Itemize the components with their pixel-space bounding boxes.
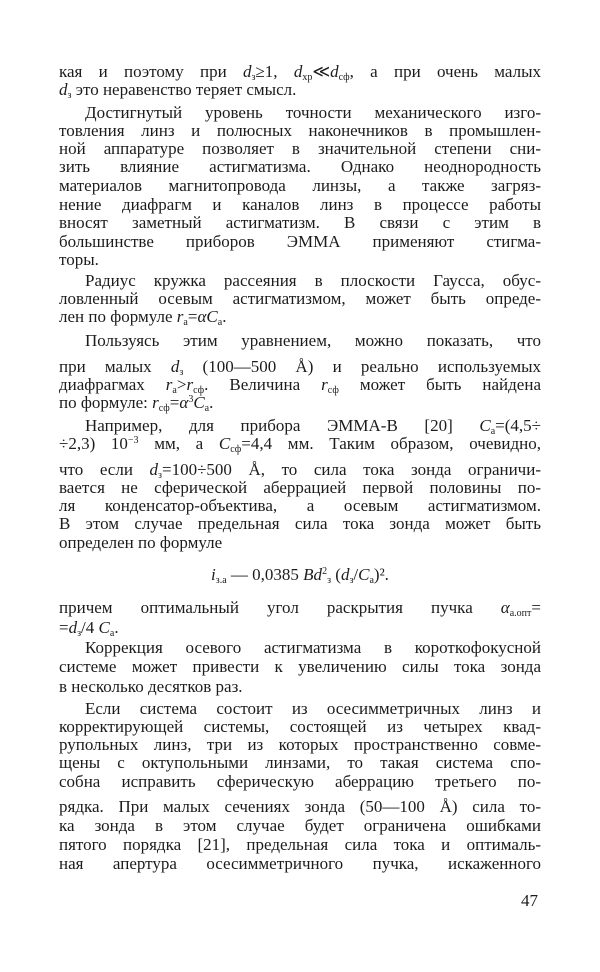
subscript: з — [349, 575, 354, 586]
text-run: Коррекция осевого астигматизма в короткофокусной — [85, 638, 541, 657]
text-run: причем оптимальный угол раскрытия пучка — [59, 598, 501, 617]
math-variable: r — [186, 375, 194, 394]
text-run: что если — [59, 460, 150, 479]
math-symbol — [341, 565, 353, 584]
text-run: пятого порядка [21], предельная сила тока и оптималь- — [59, 835, 541, 854]
subscript: а — [172, 385, 177, 396]
subscript: з — [77, 628, 82, 639]
text-run: системе может привести к увеличению силы тока зонда — [59, 657, 541, 676]
text-run: , а при очень малых — [349, 62, 541, 81]
math-symbol — [99, 618, 115, 637]
math-symbol — [166, 375, 177, 394]
text-run: ≥1, — [255, 62, 294, 81]
text-line — [59, 393, 541, 414]
math-symbol — [501, 598, 532, 617]
text-run: рупольных линз, три из которых пространственно совме- — [59, 735, 541, 754]
text-run: вносят заметный астигматизм. В связи с этим в — [59, 213, 541, 232]
text-run: нение диафрагм и каналов линз в процессе работы — [59, 195, 541, 214]
text-run: ная апертура осесимметричного пучка, искаженного — [59, 854, 541, 873]
text-line — [59, 291, 541, 307]
subscript: з — [67, 90, 72, 101]
text-line — [59, 460, 541, 481]
text-run: рядка. При малых сечениях зонда (50—100 Å) сила то- — [59, 797, 541, 816]
math-symbol — [206, 307, 222, 326]
text-line — [85, 640, 541, 656]
subscript: з — [251, 72, 256, 83]
text-line — [59, 856, 541, 872]
math-variable: C — [218, 434, 231, 453]
text-run: /4 — [81, 618, 99, 637]
subscript: а — [109, 628, 115, 639]
text-line — [59, 659, 541, 675]
subscript: з.а — [215, 575, 227, 586]
text-run: ≪ — [312, 62, 331, 81]
text-line — [59, 535, 541, 551]
text-line — [59, 598, 541, 619]
math-variable: d — [330, 62, 339, 81]
text-line — [85, 105, 541, 121]
math-variable: d — [340, 565, 350, 584]
math-variable: C — [193, 393, 205, 412]
subscript: з — [179, 367, 184, 378]
math-variable: C — [206, 307, 218, 326]
text-run: зить влияние астигматизма. Однако неоднородность — [59, 157, 541, 176]
text-run: =100÷500 Å, то сила тока зонда ограничи- — [161, 460, 541, 479]
math-symbol — [294, 62, 313, 81]
text-line — [59, 434, 541, 455]
text-line — [59, 80, 541, 101]
subscript: а — [369, 575, 374, 586]
math-variable: d — [243, 62, 252, 81]
math-symbol — [59, 80, 71, 99]
subscript: хр — [302, 72, 313, 83]
text-run: это неравенство теряет смысл. — [71, 80, 297, 99]
math-variable: d — [293, 62, 303, 81]
text-run: щены с октупольными линзами, то такая система спо- — [59, 753, 541, 772]
text-line — [59, 375, 541, 396]
math-variable: r — [176, 307, 184, 326]
text-run: . — [114, 618, 119, 637]
text-run: при малых — [59, 357, 171, 376]
text-line — [59, 774, 541, 790]
text-run: ля конденсатор-объектива, а осевым астигматизмом. — [59, 496, 541, 515]
math-symbol — [179, 393, 193, 412]
text-run: может быть найдена — [338, 375, 541, 394]
text-run: = — [187, 307, 198, 326]
text-run: Например, для прибора ЭММА-В [20] — [85, 416, 480, 435]
text-run: материалов магнитопровода линзы, а также загряз- — [59, 176, 541, 195]
text-run: = — [531, 598, 541, 617]
subscript: а.опт — [509, 608, 532, 619]
text-run: лен по формуле — [59, 307, 177, 326]
text-line — [85, 333, 541, 349]
text-run: корректирующей системы, состоящей из четырех квад- — [59, 717, 541, 736]
text-run: = — [169, 393, 180, 412]
math-variable: i — [211, 565, 216, 584]
text-run: вается не сферической аберрацией первой половины по- — [59, 478, 541, 497]
subscript: з — [158, 470, 162, 481]
text-run: / — [353, 565, 359, 584]
math-symbol — [150, 460, 162, 479]
math-variable: α — [197, 307, 207, 326]
text-run: ка зонда в этом случае будет ограничена ошибками — [59, 816, 541, 835]
text-run: ( — [331, 565, 341, 584]
math-symbol — [186, 375, 204, 394]
text-run: =(4,5÷ — [495, 416, 541, 435]
text-line — [59, 755, 541, 771]
math-variable: r — [152, 393, 159, 412]
text-line — [59, 178, 541, 194]
superscript: 3 — [188, 394, 194, 405]
text-line — [59, 818, 541, 834]
page-number: 47 — [521, 891, 538, 910]
subscript: сф — [338, 72, 350, 83]
subscript: сф — [230, 444, 242, 455]
text-run: =4,4 мм. Таким образом, очевидно, — [241, 434, 541, 453]
text-line — [59, 215, 541, 231]
text-run: . Величина — [204, 375, 322, 394]
text-line — [59, 498, 541, 514]
text-line — [59, 141, 541, 157]
text-run: в несколько десятков раз. — [59, 677, 243, 696]
math-symbol — [152, 393, 170, 412]
math-symbol — [243, 62, 255, 81]
text-run: собна исправить сферическую аберрацию третьего по- — [59, 772, 541, 791]
text-line — [59, 737, 541, 753]
formula — [59, 565, 541, 586]
superscript: −3 — [127, 435, 139, 446]
text-run: — 0,0385 — [226, 565, 304, 584]
text-line — [59, 197, 541, 213]
math-symbol — [193, 393, 209, 412]
text-run: Если система состоит из осесимметричных линз и — [85, 699, 541, 718]
text-run: (100—500 Å) и реально используемых — [183, 357, 542, 376]
text-run: определен по формуле — [59, 533, 223, 552]
text-line — [59, 252, 541, 268]
text-line — [59, 234, 541, 250]
text-line — [59, 62, 541, 83]
subscript: сф — [193, 385, 205, 396]
subscript: а — [204, 403, 210, 414]
text-line — [85, 416, 541, 437]
math-variable: r — [321, 375, 328, 394]
text-run: )². — [373, 565, 389, 584]
subscript: а — [183, 317, 188, 328]
math-variable: C — [479, 416, 491, 435]
math-symbol — [479, 416, 495, 435]
math-symbol — [177, 307, 188, 326]
text-run: ловленный осевым астигматизмом, может быть опреде- — [59, 289, 541, 308]
text-run: . — [222, 307, 227, 326]
text-run: > — [176, 375, 187, 394]
math-variable: α — [500, 598, 510, 617]
math-variable: d — [68, 618, 78, 637]
math-variable: C — [98, 618, 110, 637]
math-variable: r — [165, 375, 173, 394]
math-variable: d — [59, 80, 68, 99]
math-symbol — [69, 618, 81, 637]
math-variable: Bd — [303, 565, 323, 584]
text-line — [59, 618, 541, 639]
text-line — [59, 799, 541, 815]
text-run: = — [59, 618, 69, 637]
text-run: ÷2,3) 10 — [59, 434, 128, 453]
text-run: Радиус кружка рассеяния в плоскости Гаусса, обус- — [85, 271, 541, 290]
math-symbol — [303, 565, 331, 584]
math-variable: C — [358, 565, 370, 584]
text-run: Достигнутый уровень точности механического изго- — [85, 103, 541, 122]
math-symbol — [219, 434, 241, 453]
math-variable: d — [170, 357, 180, 376]
text-line — [59, 159, 541, 175]
text-line — [85, 701, 541, 717]
math-symbol — [211, 565, 227, 584]
math-variable: α — [179, 393, 189, 412]
math-symbol — [330, 62, 350, 81]
text-run: большинстве приборов ЭММА применяют стигма- — [59, 232, 541, 251]
text-line — [59, 516, 541, 532]
text-line — [59, 679, 541, 695]
text-run: кая и поэтому при — [59, 62, 243, 81]
text-line — [59, 357, 542, 378]
superscript: 2 — [322, 566, 328, 577]
text-line — [59, 480, 541, 496]
math-symbol — [171, 357, 183, 376]
math-variable: d — [149, 460, 159, 479]
text-line — [59, 307, 541, 328]
text-run: . — [209, 393, 214, 412]
text-run: В этом случае предельная сила тока зонда может быть — [59, 514, 541, 533]
subscript: а — [490, 426, 496, 437]
text-line — [85, 273, 541, 289]
text-run: мм, а — [138, 434, 219, 453]
subscript: а — [217, 317, 223, 328]
text-run: диафрагмах — [59, 375, 166, 394]
text-line — [59, 719, 541, 735]
text-line — [59, 123, 541, 139]
text-run: ной аппаратуре позволяет в значительной степени сни- — [59, 139, 541, 158]
math-symbol — [128, 434, 139, 453]
subscript: з — [327, 575, 332, 586]
text-run: торы. — [59, 250, 99, 269]
math-symbol — [321, 375, 339, 394]
subscript: сф — [327, 385, 339, 396]
text-line — [59, 837, 541, 853]
math-symbol — [358, 565, 374, 584]
text-run: по формуле: — [59, 393, 153, 412]
text-run: Пользуясь этим уравнением, можно показать, что — [85, 331, 541, 350]
text-run: товления линз и полюсных наконечников в промышлен- — [59, 121, 541, 140]
subscript: сф — [158, 403, 170, 414]
